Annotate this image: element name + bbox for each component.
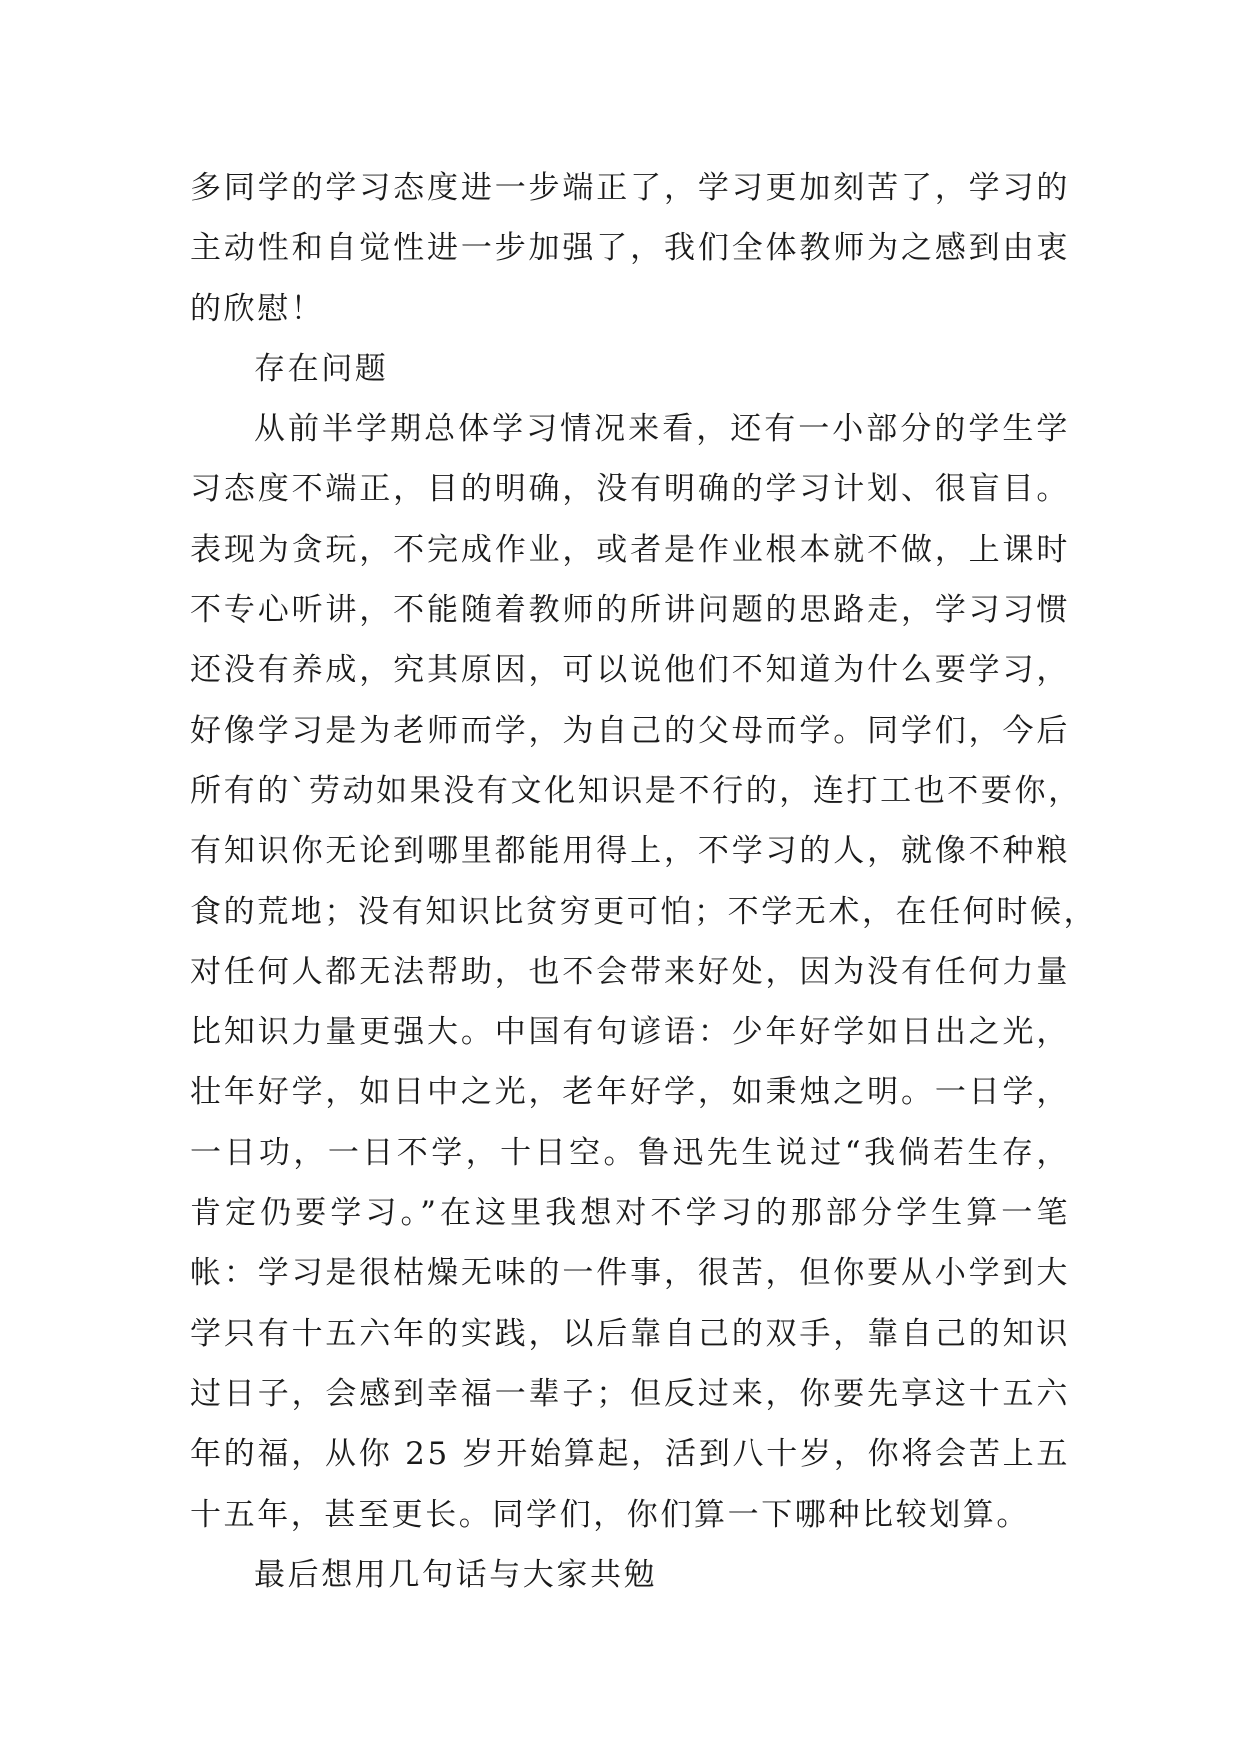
text-line: 年的福，从你 25 岁开始算起，活到八十岁，你将会苦上五 bbox=[190, 1436, 1070, 1473]
text-line: 一日功，一日不学，十日空。鲁迅先生说过“我倘若生存， bbox=[190, 1134, 1070, 1171]
text-line: 肯定仍要学习。”在这里我想对不学习的那部分学生算一笔 bbox=[190, 1195, 1070, 1232]
text-line: 壮年好学，如日中之光，老年好学，如秉烛之明。一日学， bbox=[190, 1074, 1070, 1111]
text-line: 过日子，会感到幸福一辈子；但反过来，你要先享这十五六 bbox=[190, 1375, 1070, 1412]
text-line: 还没有养成，究其原因，可以说他们不知道为什么要学习， bbox=[190, 652, 1070, 689]
section-heading: 存在问题 bbox=[254, 350, 389, 387]
text-line: 主动性和自觉性进一步加强了，我们全体教师为之感到由衷 bbox=[190, 230, 1070, 267]
text-line: 对任何人都无法帮助，也不会带来好处，因为没有任何力量 bbox=[190, 953, 1070, 990]
text-line: 帐：学习是很枯燥无味的一件事，很苦，但你要从小学到大 bbox=[190, 1255, 1070, 1292]
text-line: 比知识力量更强大。中国有句谚语：少年好学如日出之光， bbox=[190, 1014, 1070, 1051]
text-line: 好像学习是为老师而学，为自己的父母而学。同学们，今后 bbox=[190, 712, 1070, 749]
body-text bbox=[190, 158, 1098, 1605]
text-line: 不专心听讲，不能随着教师的所讲问题的思路走，学习习惯 bbox=[190, 592, 1070, 629]
text-line: 所有的`劳动如果没有文化知识是不行的，连打工也不要你， bbox=[190, 772, 1082, 809]
text-line: 从前半学期总体学习情况来看，还有一小部分的学生学 bbox=[254, 411, 1070, 448]
text-line: 学只有十五六年的实践，以后靠自己的双手，靠自己的知识 bbox=[190, 1315, 1070, 1352]
text-line: 最后想用几句话与大家共勉 bbox=[254, 1556, 658, 1593]
text-line: 十五年，甚至更长。同学们，你们算一下哪种比较划算。 bbox=[190, 1496, 1030, 1533]
text-line: 多同学的学习态度进一步端正了，学习更加刻苦了，学习的 bbox=[190, 170, 1070, 206]
text-line: 的欣慰！ bbox=[190, 290, 325, 327]
text-line: 表现为贪玩，不完成作业，或者是作业根本就不做，上课时 bbox=[190, 531, 1070, 568]
text-line: 有知识你无论到哪里都能用得上，不学习的人，就像不种粮 bbox=[190, 833, 1070, 870]
text-line: 习态度不端正，目的明确，没有明确的学习计划、很盲目。 bbox=[190, 471, 1070, 508]
text-line: 食的荒地；没有知识比贫穷更可怕；不学无术，在任何时候， bbox=[190, 893, 1098, 930]
